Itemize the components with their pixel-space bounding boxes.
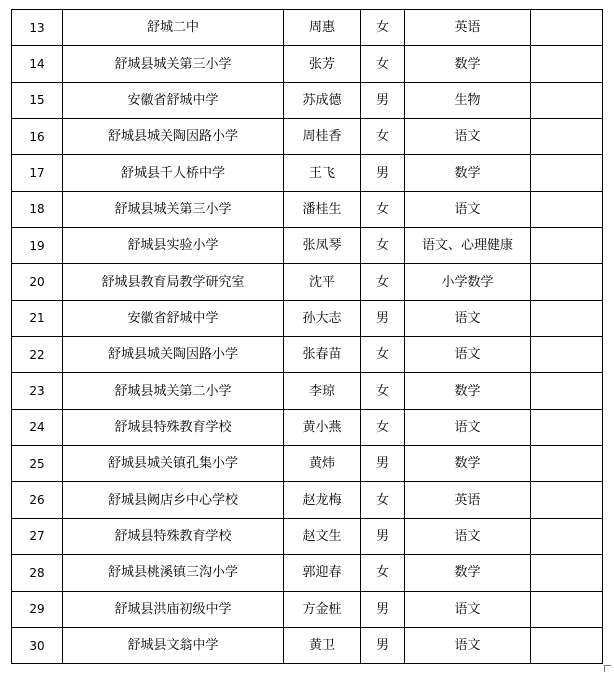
subject-cell: 生物 [405, 82, 531, 118]
school-cell: 舒城县城关陶因路小学 [63, 119, 284, 155]
subject-cell: 语文 [405, 591, 531, 627]
teacher-name-cell: 苏成德 [284, 82, 361, 118]
teacher-name-cell: 赵龙梅 [284, 482, 361, 518]
school-cell: 舒城县城关第三小学 [63, 46, 284, 82]
row-number-cell: 21 [12, 300, 63, 336]
remarks-cell [531, 46, 603, 82]
gender-cell: 男 [361, 446, 405, 482]
gender-cell: 女 [361, 119, 405, 155]
page-corner-mark [604, 665, 611, 672]
teacher-name-cell: 周惠 [284, 10, 361, 46]
gender-cell: 女 [361, 337, 405, 373]
row-number-cell: 14 [12, 46, 63, 82]
teacher-name-cell: 王飞 [284, 155, 361, 191]
table-row [12, 446, 603, 482]
school-cell: 舒城县特殊教育学校 [63, 518, 284, 554]
table-row [12, 300, 603, 336]
teacher-name-cell: 郭迎春 [284, 555, 361, 591]
gender-cell: 男 [361, 82, 405, 118]
remarks-cell [531, 264, 603, 300]
remarks-cell [531, 482, 603, 518]
teacher-name-cell: 潘桂生 [284, 191, 361, 227]
roster-body [12, 10, 603, 664]
school-cell: 舒城县千人桥中学 [63, 155, 284, 191]
table-row [12, 555, 603, 591]
remarks-cell [531, 591, 603, 627]
school-cell: 舒城县教育局教学研究室 [63, 264, 284, 300]
row-number-cell: 24 [12, 409, 63, 445]
subject-cell: 数学 [405, 373, 531, 409]
row-number-cell: 30 [12, 627, 63, 663]
row-number-cell: 19 [12, 228, 63, 264]
school-cell: 舒城县文翁中学 [63, 627, 284, 663]
row-number-cell: 25 [12, 446, 63, 482]
subject-cell: 英语 [405, 482, 531, 518]
teacher-name-cell: 张芳 [284, 46, 361, 82]
subject-cell: 语文 [405, 119, 531, 155]
remarks-cell [531, 555, 603, 591]
teacher-name-cell: 赵文生 [284, 518, 361, 554]
table-row [12, 373, 603, 409]
subject-cell: 语文 [405, 191, 531, 227]
remarks-cell [531, 191, 603, 227]
teacher-name-cell: 张春苗 [284, 337, 361, 373]
school-cell: 舒城县城关第二小学 [63, 373, 284, 409]
gender-cell: 女 [361, 191, 405, 227]
table-row [12, 155, 603, 191]
gender-cell: 女 [361, 482, 405, 518]
remarks-cell [531, 373, 603, 409]
subject-cell: 英语 [405, 10, 531, 46]
gender-cell: 女 [361, 555, 405, 591]
gender-cell: 女 [361, 228, 405, 264]
subject-cell: 数学 [405, 555, 531, 591]
teacher-name-cell: 孙大志 [284, 300, 361, 336]
subject-cell: 语文 [405, 337, 531, 373]
teacher-roster-table [11, 9, 603, 664]
table-row [12, 191, 603, 227]
remarks-cell [531, 300, 603, 336]
table-row [12, 591, 603, 627]
row-number-cell: 13 [12, 10, 63, 46]
teacher-name-cell: 黄炜 [284, 446, 361, 482]
school-cell: 舒城县阙店乡中心学校 [63, 482, 284, 518]
gender-cell: 女 [361, 264, 405, 300]
teacher-name-cell: 张凤琴 [284, 228, 361, 264]
school-cell: 舒城二中 [63, 10, 284, 46]
row-number-cell: 16 [12, 119, 63, 155]
school-cell: 舒城县城关陶因路小学 [63, 337, 284, 373]
table-row [12, 10, 603, 46]
school-cell: 安徽省舒城中学 [63, 82, 284, 118]
gender-cell: 男 [361, 518, 405, 554]
table-row [12, 119, 603, 155]
subject-cell: 语文、心理健康 [405, 228, 531, 264]
table-row [12, 409, 603, 445]
school-cell: 舒城县城关第三小学 [63, 191, 284, 227]
teacher-name-cell: 李琼 [284, 373, 361, 409]
remarks-cell [531, 409, 603, 445]
teacher-name-cell: 黄小燕 [284, 409, 361, 445]
remarks-cell [531, 518, 603, 554]
subject-cell: 小学数学 [405, 264, 531, 300]
table-row [12, 518, 603, 554]
school-cell: 安徽省舒城中学 [63, 300, 284, 336]
remarks-cell [531, 155, 603, 191]
table-row [12, 264, 603, 300]
row-number-cell: 20 [12, 264, 63, 300]
row-number-cell: 18 [12, 191, 63, 227]
teacher-name-cell: 黄卫 [284, 627, 361, 663]
subject-cell: 数学 [405, 46, 531, 82]
school-cell: 舒城县洪庙初级中学 [63, 591, 284, 627]
gender-cell: 女 [361, 10, 405, 46]
table-row [12, 337, 603, 373]
remarks-cell [531, 82, 603, 118]
row-number-cell: 15 [12, 82, 63, 118]
row-number-cell: 27 [12, 518, 63, 554]
table-row [12, 46, 603, 82]
school-cell: 舒城县城关镇孔集小学 [63, 446, 284, 482]
subject-cell: 语文 [405, 518, 531, 554]
subject-cell: 语文 [405, 409, 531, 445]
subject-cell: 语文 [405, 627, 531, 663]
teacher-name-cell: 沈平 [284, 264, 361, 300]
remarks-cell [531, 228, 603, 264]
remarks-cell [531, 446, 603, 482]
gender-cell: 女 [361, 409, 405, 445]
remarks-cell [531, 119, 603, 155]
gender-cell: 男 [361, 300, 405, 336]
subject-cell: 语文 [405, 300, 531, 336]
gender-cell: 男 [361, 627, 405, 663]
row-number-cell: 26 [12, 482, 63, 518]
gender-cell: 男 [361, 155, 405, 191]
table-row [12, 627, 603, 663]
subject-cell: 数学 [405, 446, 531, 482]
row-number-cell: 23 [12, 373, 63, 409]
table-row [12, 82, 603, 118]
school-cell: 舒城县特殊教育学校 [63, 409, 284, 445]
remarks-cell [531, 627, 603, 663]
school-cell: 舒城县桃溪镇三沟小学 [63, 555, 284, 591]
subject-cell: 数学 [405, 155, 531, 191]
row-number-cell: 22 [12, 337, 63, 373]
gender-cell: 女 [361, 373, 405, 409]
gender-cell: 男 [361, 591, 405, 627]
remarks-cell [531, 337, 603, 373]
row-number-cell: 17 [12, 155, 63, 191]
row-number-cell: 29 [12, 591, 63, 627]
table-row [12, 228, 603, 264]
row-number-cell: 28 [12, 555, 63, 591]
table-row [12, 482, 603, 518]
gender-cell: 女 [361, 46, 405, 82]
teacher-name-cell: 方金桩 [284, 591, 361, 627]
remarks-cell [531, 10, 603, 46]
school-cell: 舒城县实验小学 [63, 228, 284, 264]
teacher-name-cell: 周桂香 [284, 119, 361, 155]
